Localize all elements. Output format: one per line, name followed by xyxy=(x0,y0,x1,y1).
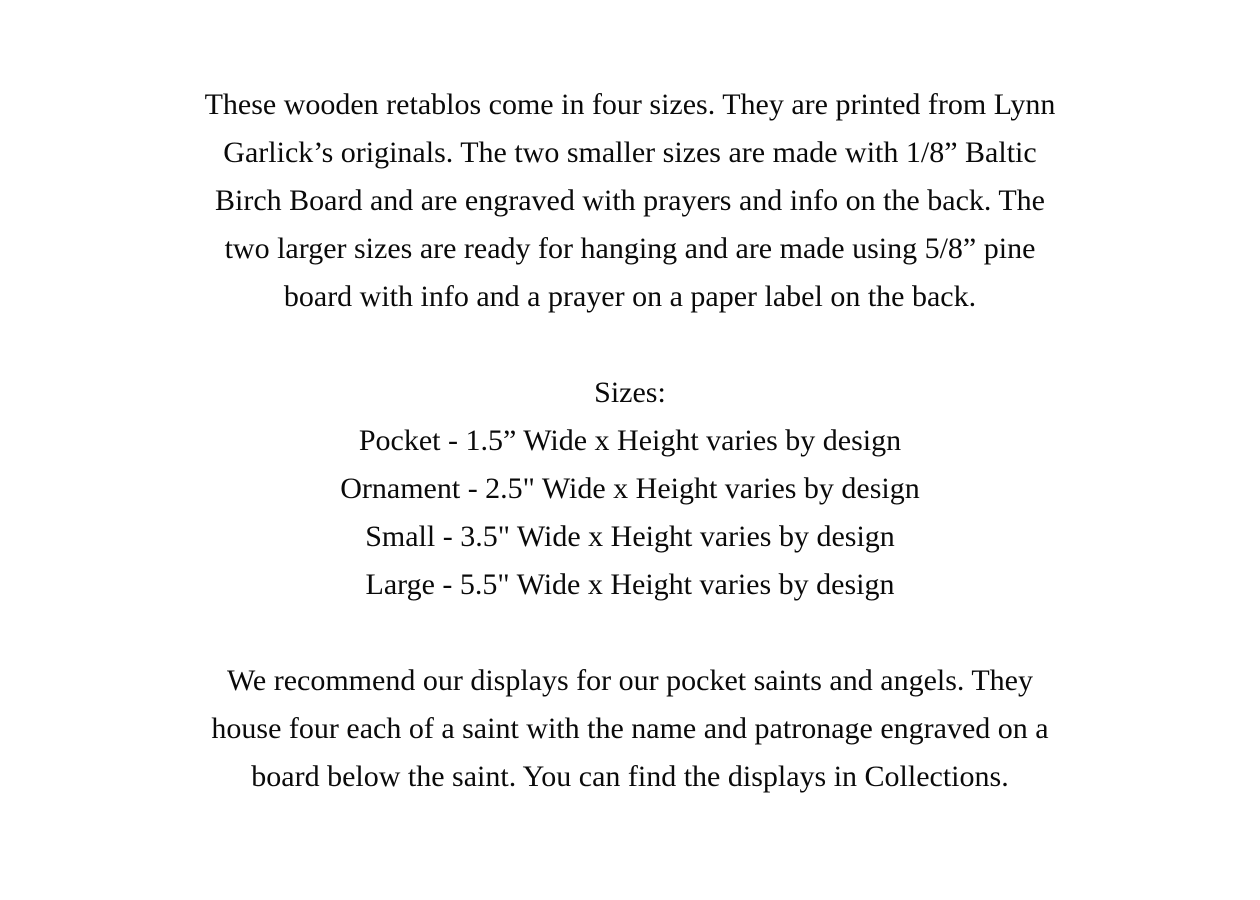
size-line-pocket: Pocket - 1.5” Wide x Height varies by design xyxy=(358,424,902,457)
closing-paragraph xyxy=(0,657,1260,801)
intro-line: two larger sizes are ready for hanging and are made using 5/8” pine xyxy=(224,232,1036,265)
closing-line: We recommend our displays for our pocket saints and angels. They xyxy=(227,664,1033,697)
sizes-heading: Sizes: xyxy=(594,376,666,409)
intro-paragraph xyxy=(0,81,1260,321)
intro-line: Birch Board and are engraved with prayers and info on the back. The xyxy=(215,184,1045,217)
size-line-small: Small - 3.5" Wide x Height varies by design xyxy=(365,520,895,553)
size-line-large: Large - 5.5" Wide x Height varies by design xyxy=(365,568,895,601)
closing-line: house four each of a saint with the name and patronage engraved on a xyxy=(211,712,1049,745)
size-line-ornament: Ornament - 2.5" Wide x Height varies by design xyxy=(340,472,920,505)
intro-line: These wooden retablos come in four sizes. They are printed from Lynn xyxy=(204,88,1056,121)
sizes-section xyxy=(0,369,1260,609)
intro-line: board with info and a prayer on a paper label on the back. xyxy=(283,280,977,313)
closing-line: board below the saint. You can find the displays in Collections. xyxy=(251,760,1009,793)
intro-line: Garlick’s originals. The two smaller sizes are made with 1/8” Baltic xyxy=(223,136,1037,169)
